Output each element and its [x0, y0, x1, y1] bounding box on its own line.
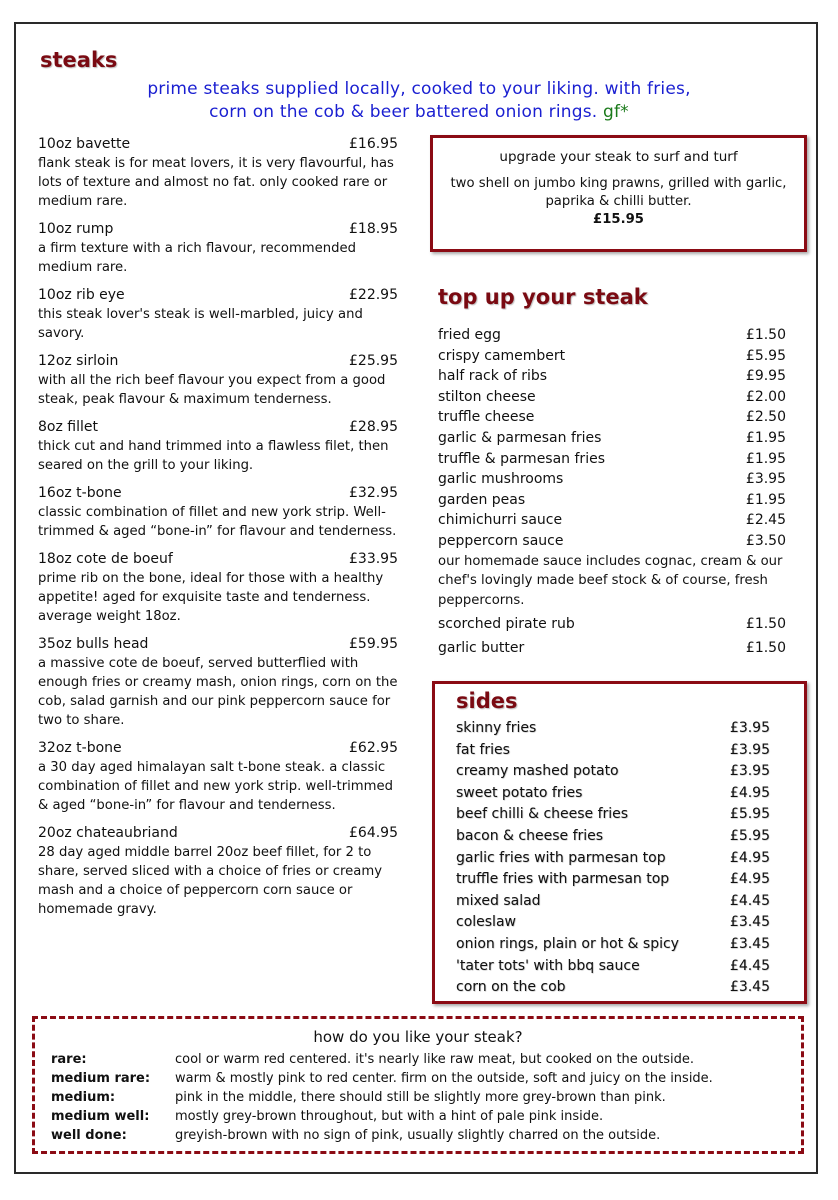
steak-name: 12oz sirloin [38, 353, 119, 369]
steak-description: prime rib on the bone, ideal for those with a healthy appetite! aged for exquisite taste and tenderness. average weight 18oz. [38, 571, 384, 624]
steak-price: £33.95 [349, 551, 398, 567]
topup-item [438, 428, 786, 449]
side-item [456, 804, 770, 826]
item-name: onion rings, plain or hot & spicy [456, 935, 679, 952]
steak-price: £64.95 [349, 825, 398, 841]
steak-item [38, 135, 398, 211]
side-item [456, 848, 770, 870]
topup-item [438, 510, 786, 531]
steak-item [38, 220, 398, 277]
gluten-free-mark: gf* [603, 102, 629, 122]
steak-item [38, 286, 398, 343]
item-price: £1.50 [745, 640, 786, 657]
item-name: fat fries [456, 741, 510, 758]
steak-description: flank steak is for meat lovers, it is very flavourful, has lots of texture and almost no fat. only cooked rare or medium rare. [38, 156, 394, 209]
doneness-row [35, 1126, 801, 1145]
item-price: £3.45 [729, 979, 770, 996]
surf-and-turf-price: £15.95 [593, 212, 644, 227]
item-name: garlic mushrooms [438, 471, 564, 488]
item-name: crispy camembert [438, 347, 566, 364]
item-name: bacon & cheese fries [456, 827, 604, 844]
topup-item [438, 636, 786, 660]
steak-description: a firm texture with a rich flavour, recommended medium rare. [38, 241, 356, 275]
item-price: £5.95 [729, 827, 770, 844]
steaks-list [38, 135, 398, 928]
item-name: corn on the cob [456, 979, 566, 996]
item-price: £3.50 [745, 532, 786, 549]
item-price: £1.95 [745, 429, 786, 446]
side-item [456, 912, 770, 934]
item-price: £4.45 [729, 892, 770, 909]
sides-heading: sides [456, 689, 518, 713]
item-name: half rack of ribs [438, 368, 548, 385]
steak-price: £25.95 [349, 353, 398, 369]
steak-item [38, 550, 398, 626]
doneness-label: medium rare: [51, 1071, 151, 1086]
item-price: £9.95 [745, 368, 786, 385]
steak-description: a massive cote de boeuf, served butterflied with enough fries or creamy mash, onion rings, corn on the cob, salad garnish and our pink peppercorn sauce for two to share. [38, 656, 398, 728]
steak-name: 18oz cote de boeuf [38, 551, 173, 567]
item-price: £4.95 [729, 871, 770, 888]
surf-and-turf-title: upgrade your steak to surf and turf [499, 149, 738, 165]
doneness-row [35, 1088, 801, 1107]
item-price: £5.95 [729, 806, 770, 823]
side-item [456, 956, 770, 978]
item-price: £3.95 [729, 741, 770, 758]
steak-description: thick cut and hand trimmed into a flawless filet, then seared on the grill to your liking. [38, 439, 389, 473]
steak-name: 10oz rib eye [38, 287, 125, 303]
item-price: £1.50 [745, 616, 786, 633]
doneness-description: pink in the middle, there should still be slightly more grey-brown than pink. [175, 1090, 666, 1105]
item-price: £2.50 [745, 409, 786, 426]
steak-name: 10oz bavette [38, 136, 131, 152]
side-item [456, 869, 770, 891]
item-name: garden peas [438, 491, 526, 508]
steak-description: classic combination of fillet and new york strip. Well-trimmed & aged “bone-in” for flavour and tenderness. [38, 505, 397, 539]
doneness-row [35, 1107, 801, 1126]
item-name: garlic & parmesan fries [438, 429, 602, 446]
side-item [456, 740, 770, 762]
intro-line-2: corn on the cob & beer battered onion rings. [209, 102, 598, 122]
steak-item [38, 418, 398, 475]
item-price: £3.95 [729, 720, 770, 736]
item-name: scorched pirate rub [438, 616, 575, 633]
steak-price: £59.95 [349, 636, 398, 652]
item-name: garlic fries with parmesan top [456, 849, 666, 866]
topup-item [438, 325, 786, 346]
topup-list [438, 325, 786, 660]
steak-price: £16.95 [349, 136, 398, 152]
doneness-description: greyish-brown with no sign of pink, usually slightly charred on the outside. [175, 1128, 661, 1143]
steak-description: a 30 day aged himalayan salt t-bone steak. a classic combination of fillet and new york strip. well-trimmed & aged “bone-in” for flavour and tenderness. [38, 760, 393, 813]
item-price: £3.95 [745, 471, 786, 488]
doneness-description: warm & mostly pink to red center. firm on the outside, soft and juicy on the inside. [175, 1071, 713, 1086]
side-item [456, 826, 770, 848]
steak-description: this steak lover's steak is well-marbled, juicy and savory. [38, 307, 363, 341]
item-name: stilton cheese [438, 388, 536, 405]
steak-description: 28 day aged middle barrel 20oz beef fillet, for 2 to share, served sliced with a choice of fries or creamy mash and a choice of peppercorn corn sauce or homemade gravy. [38, 845, 383, 917]
steak-name: 35oz bulls head [38, 636, 149, 652]
topup-heading: top up your steak [438, 285, 648, 309]
item-name: sweet potato fries [456, 784, 583, 801]
item-name: coleslaw [456, 914, 516, 931]
topup-item [438, 469, 786, 490]
steak-name: 16oz t-bone [38, 485, 122, 501]
item-name: beef chilli & cheese fries [456, 806, 629, 823]
steak-item [38, 484, 398, 541]
item-name: truffle & parmesan fries [438, 450, 605, 467]
doneness-label: rare: [51, 1052, 87, 1067]
steak-price: £18.95 [349, 221, 398, 237]
steak-description: with all the rich beef flavour you expect from a good steak, peak flavour & maximum tenderness. [38, 373, 386, 407]
doneness-row [35, 1050, 801, 1069]
doneness-title: how do you like your steak? [313, 1028, 523, 1046]
surf-and-turf-box [430, 135, 807, 252]
steak-name: 20oz chateaubriand [38, 825, 178, 841]
steak-item [38, 824, 398, 919]
doneness-description: mostly grey-brown throughout, but with a hint of pale pink inside. [175, 1109, 604, 1124]
steak-price: £32.95 [349, 485, 398, 501]
doneness-label: medium: [51, 1090, 116, 1105]
side-item [456, 891, 770, 913]
item-name: creamy mashed potato [456, 763, 619, 780]
item-price: £2.00 [745, 388, 786, 405]
steak-price: £22.95 [349, 287, 398, 303]
item-price: £4.95 [729, 849, 770, 866]
item-price: £5.95 [745, 347, 786, 364]
item-price: £4.45 [729, 957, 770, 974]
item-name: truffle fries with parmesan top [456, 871, 670, 888]
item-name: fried egg [438, 327, 501, 343]
steak-price: £28.95 [349, 419, 398, 435]
steak-name: 32oz t-bone [38, 740, 122, 756]
topup-item [438, 366, 786, 387]
side-item [456, 783, 770, 805]
side-item [456, 761, 770, 783]
steak-name: 8oz fillet [38, 419, 98, 435]
doneness-guide [32, 1016, 804, 1154]
item-price: £3.95 [729, 763, 770, 780]
steak-item [38, 352, 398, 409]
side-item [456, 977, 770, 999]
item-name: garlic butter [438, 640, 525, 657]
item-name: chimichurri sauce [438, 512, 563, 529]
peppercorn-note: our homemade sauce includes cognac, cream & our chef's lovingly made beef stock & of course, fresh peppercorns. [438, 553, 783, 608]
steak-item [38, 635, 398, 730]
doneness-label: medium well: [51, 1109, 150, 1124]
topup-item [438, 346, 786, 367]
side-item [456, 718, 770, 740]
sides-list [456, 718, 770, 999]
steaks-heading: steaks [40, 48, 118, 72]
item-price: £3.45 [729, 914, 770, 931]
topup-item [438, 407, 786, 428]
item-name: mixed salad [456, 892, 541, 909]
item-price: £1.95 [745, 491, 786, 508]
item-price: £4.95 [729, 784, 770, 801]
doneness-row [35, 1069, 801, 1088]
steak-name: 10oz rump [38, 221, 114, 237]
steak-price: £62.95 [349, 740, 398, 756]
item-name: skinny fries [456, 720, 537, 736]
intro-text [60, 78, 778, 124]
item-name: 'tater tots' with bbq sauce [456, 957, 640, 974]
item-price: £2.45 [745, 512, 786, 529]
topup-item [438, 531, 786, 552]
surf-and-turf-description: two shell on jumbo king prawns, grilled with garlic, paprika & chilli butter. [450, 176, 787, 209]
item-name: peppercorn sauce [438, 532, 564, 549]
topup-item [438, 490, 786, 511]
item-price: £3.45 [729, 935, 770, 952]
item-name: truffle cheese [438, 409, 535, 426]
side-item [456, 934, 770, 956]
topup-item [438, 612, 786, 636]
steak-item [38, 739, 398, 815]
doneness-label: well done: [51, 1128, 127, 1143]
item-price: £1.95 [745, 450, 786, 467]
intro-line-1: prime steaks supplied locally, cooked to your liking. with fries, [147, 79, 691, 99]
topup-item [438, 387, 786, 408]
topup-item [438, 449, 786, 470]
sides-box [432, 681, 807, 1004]
item-price: £1.50 [745, 327, 786, 343]
doneness-description: cool or warm red centered. it's nearly like raw meat, but cooked on the outside. [175, 1052, 694, 1067]
